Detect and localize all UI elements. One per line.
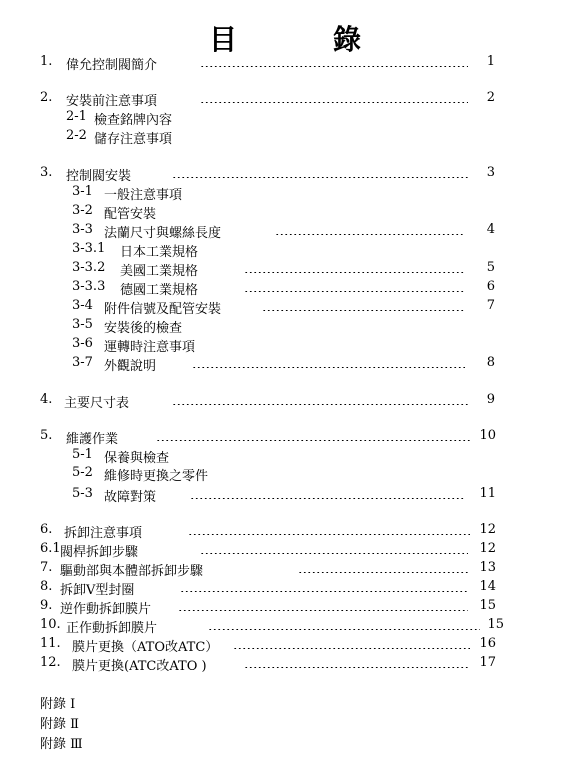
toc-page-number: 15 <box>479 598 496 613</box>
toc-number: 10. <box>40 617 61 632</box>
toc-row <box>0 298 570 316</box>
dot-leader <box>244 263 465 273</box>
toc-row <box>0 279 570 297</box>
toc-title: 正作動拆卸膜片 <box>66 621 158 636</box>
toc-title: 逆作動拆卸膜片 <box>60 602 152 617</box>
toc-row <box>0 560 570 578</box>
toc-page-number: 4 <box>486 222 495 237</box>
toc-row <box>0 447 570 465</box>
toc-title: 膜片更換(ATC改ATO ) <box>72 659 207 674</box>
toc-number: 6. <box>40 522 53 537</box>
toc-page-number: 17 <box>479 655 496 670</box>
toc-number: 3-3.2 <box>72 260 106 275</box>
toc-row <box>0 579 570 597</box>
toc-title: 德國工業規格 <box>120 283 199 298</box>
toc-row <box>0 392 570 410</box>
toc-row <box>0 541 570 559</box>
dot-leader <box>188 525 470 535</box>
toc-row <box>0 109 570 127</box>
toc-row <box>0 203 570 221</box>
toc-page-number: 10 <box>479 428 496 443</box>
dot-leader <box>172 168 468 178</box>
dot-leader <box>192 358 465 368</box>
toc-page-number: 1 <box>486 54 495 69</box>
toc-number: 3-4 <box>72 298 93 313</box>
appendix-1: 附錄 Ⅰ <box>40 697 76 712</box>
toc-page-number: 12 <box>479 541 496 556</box>
toc-page-number: 15 <box>487 617 504 632</box>
toc-title: 一般注意事項 <box>104 188 183 203</box>
toc-row <box>0 54 570 72</box>
dot-leader <box>208 620 480 630</box>
toc-title: 儲存注意事項 <box>94 132 173 147</box>
toc-row <box>0 165 570 183</box>
toc-number: 2-1 <box>66 109 87 124</box>
toc-number: 8. <box>40 579 53 594</box>
toc-row <box>0 598 570 616</box>
toc-number: 3-2 <box>72 203 93 218</box>
toc-number: 5-2 <box>72 465 93 480</box>
toc-number: 3-3.3 <box>72 279 106 294</box>
toc-number: 4. <box>40 392 53 407</box>
toc-number: 3-5 <box>72 317 93 332</box>
toc-row <box>0 636 570 654</box>
toc-title: 安裝前注意事項 <box>66 94 158 109</box>
toc-number: 7. <box>40 560 53 575</box>
toc-number: 3-6 <box>72 336 93 351</box>
toc-page-number: 9 <box>486 392 495 407</box>
toc-row <box>0 355 570 373</box>
toc-title: 維修時更換之零件 <box>104 469 209 484</box>
toc-page-number: 7 <box>486 298 495 313</box>
page-title: 目 錄 <box>208 23 395 56</box>
toc-row <box>0 617 570 635</box>
appendix-3: 附錄 Ⅲ <box>40 737 83 752</box>
toc-number: 11. <box>40 636 61 651</box>
toc-page-number: 6 <box>486 279 495 294</box>
dot-leader <box>172 395 468 405</box>
toc-number: 3-3.1 <box>72 241 106 256</box>
toc-number: 3-7 <box>72 355 93 370</box>
dot-leader <box>200 57 468 67</box>
dot-leader <box>298 563 468 573</box>
toc-row <box>0 90 570 108</box>
toc-title: 附件信號及配管安裝 <box>104 302 222 317</box>
toc-title: 配管安裝 <box>104 207 157 222</box>
dot-leader <box>190 489 465 499</box>
toc-page-number: 14 <box>479 579 496 594</box>
toc-title: 運轉時注意事項 <box>104 340 196 355</box>
toc-title: 閥桿拆卸步驟 <box>60 545 139 560</box>
dot-leader <box>275 225 465 235</box>
dot-leader <box>262 301 465 311</box>
toc-row <box>0 486 570 504</box>
toc-page-number: 3 <box>486 165 495 180</box>
toc-page-number: 13 <box>479 560 496 575</box>
toc-number: 1. <box>40 54 53 69</box>
toc-row <box>0 241 570 259</box>
toc-page-number: 11 <box>479 486 496 501</box>
appendix-2: 附錄 Ⅱ <box>40 717 79 732</box>
toc-row <box>0 522 570 540</box>
toc-title: 控制閥安裝 <box>66 169 132 184</box>
toc-page-number: 12 <box>479 522 496 537</box>
toc-title: 拆卸V型封圈 <box>60 583 135 598</box>
toc-title: 膜片更換（ATO改ATC） <box>72 640 219 655</box>
toc-number: 5. <box>40 428 53 443</box>
toc-number: 5-3 <box>72 486 93 501</box>
toc-row <box>0 317 570 335</box>
toc-page-number: 2 <box>486 90 495 105</box>
toc-title: 拆卸注意事項 <box>64 526 143 541</box>
toc-row <box>0 655 570 673</box>
toc-title: 法蘭尺寸與螺絲長度 <box>104 226 222 241</box>
toc-number: 3-1 <box>72 184 93 199</box>
toc-number: 12. <box>40 655 61 670</box>
toc-title: 保養與檢查 <box>104 451 170 466</box>
toc-number: 6.1 <box>40 541 61 556</box>
toc-title: 偉允控制閥簡介 <box>66 58 158 73</box>
toc-row <box>0 128 570 146</box>
toc-page-number: 5 <box>486 260 495 275</box>
dot-leader <box>244 658 470 668</box>
toc-title: 安裝後的檢查 <box>104 321 183 336</box>
toc-title: 驅動部與本體部拆卸步驟 <box>60 564 204 579</box>
toc-page-number: 16 <box>479 636 496 651</box>
toc-title: 外觀說明 <box>104 359 157 374</box>
toc-title: 檢查銘牌內容 <box>94 113 173 128</box>
toc-row <box>0 222 570 240</box>
toc-row <box>0 260 570 278</box>
toc-page-number: 8 <box>486 355 495 370</box>
dot-leader <box>244 282 465 292</box>
toc-title: 主要尺寸表 <box>64 396 130 411</box>
toc-title: 美國工業規格 <box>120 264 199 279</box>
toc-number: 3. <box>40 165 53 180</box>
toc-row <box>0 184 570 202</box>
dot-leader <box>200 544 468 554</box>
toc-number: 3-3 <box>72 222 93 237</box>
dot-leader <box>180 582 468 592</box>
dot-leader <box>156 431 470 441</box>
toc-row <box>0 465 570 483</box>
dot-leader <box>178 601 468 611</box>
toc-row <box>0 336 570 354</box>
toc-title: 日本工業規格 <box>120 245 199 260</box>
toc-title: 維護作業 <box>66 432 119 447</box>
toc-number: 5-1 <box>72 447 93 462</box>
toc-row <box>0 428 570 446</box>
toc-number: 9. <box>40 598 53 613</box>
dot-leader <box>233 639 470 649</box>
toc-number: 2. <box>40 90 53 105</box>
toc-title: 故障對策 <box>104 490 157 505</box>
dot-leader <box>200 93 468 103</box>
toc-number: 2-2 <box>66 128 87 143</box>
